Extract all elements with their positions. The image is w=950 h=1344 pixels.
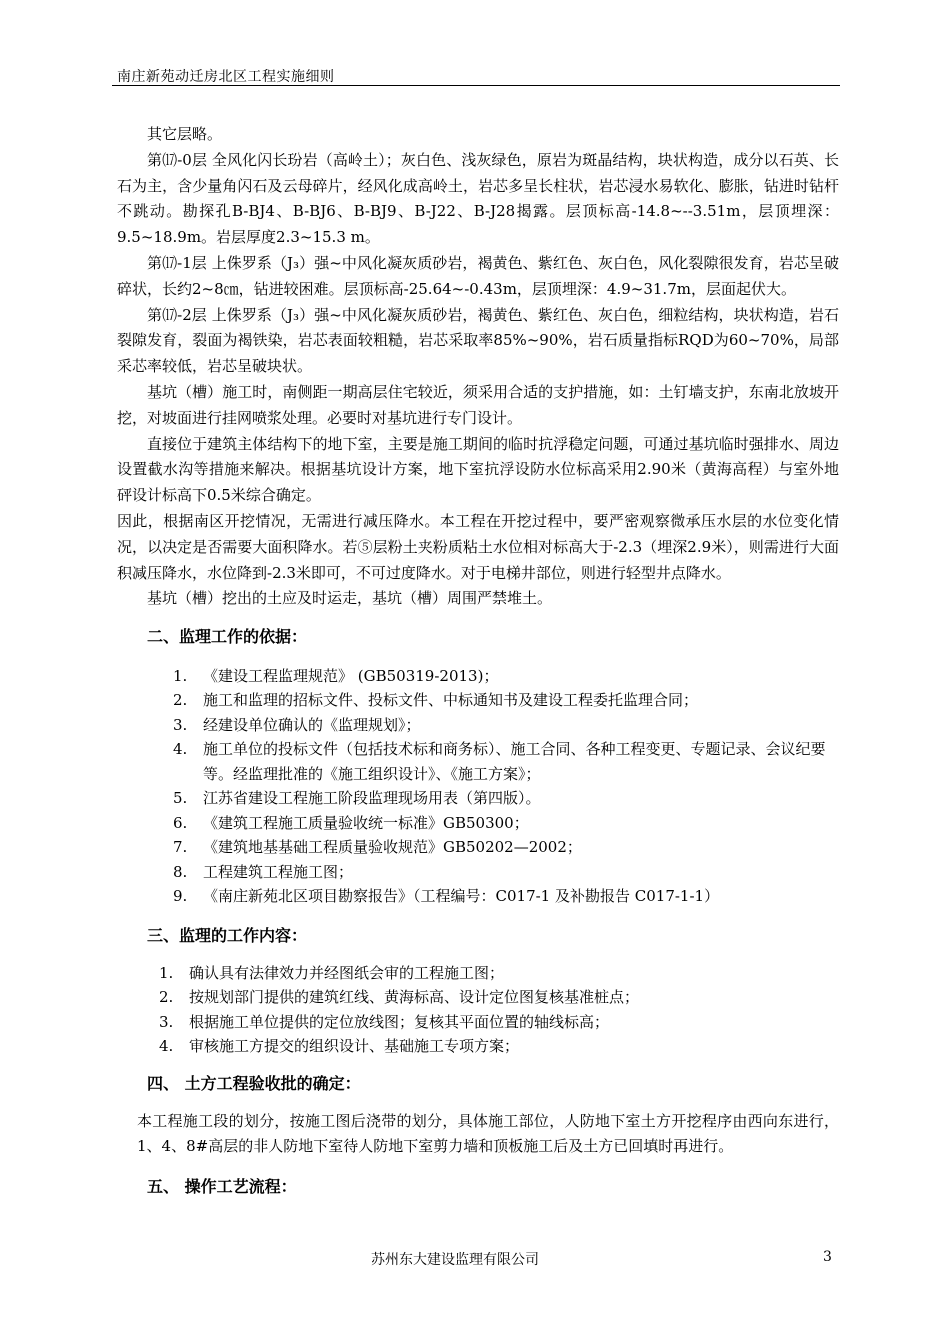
header-rule — [112, 85, 840, 86]
section-3-heading: 三、监理的工作内容： — [147, 925, 308, 945]
list-item: 6. 《建筑工程施工质量验收统一标准》GB50300； — [173, 813, 529, 832]
list-item: 8. 工程建筑工程施工图； — [173, 862, 354, 881]
work-content-list — [117, 961, 839, 1059]
section-4-heading: 四、 土方工程验收批的确定： — [147, 1073, 361, 1093]
paragraph-soil-removal: 基坑（槽）挖出的土应及时运走，基坑（槽）周围严禁堆土。 — [147, 589, 553, 608]
page-header-title: 南庄新苑动迁房北区工程实施细则 — [117, 69, 335, 85]
document-body — [117, 122, 839, 1200]
list-item: 9. 《南庄新苑北区项目勘察报告》（工程编号：C017-1 及补勘报告 C017-1-1） — [173, 887, 720, 906]
paragraph-foundation-pit: 基坑（槽）施工时，南侧距一期高层住宅较近，须采用合适的支护措施，如：土钉墙支护，东南北放坡开挖，对坡面进行挂网喷浆处理。必要时对基坑进行专门设计。 — [117, 382, 839, 427]
list-item: 4. 审核施工方提交的组织设计、基础施工专项方案； — [159, 1037, 520, 1056]
section-2-heading: 二、监理工作的依据： — [147, 627, 308, 647]
list-item: 2. 按规划部门提供的建筑红线、黄海标高、设计定位图复核基准桩点； — [159, 988, 640, 1007]
list-item: 4. 施工单位的投标文件（包括技术标和商务标）、施工合同、各种工程变更、专题记录、会议纪要等。经监理批准的《施工组织设计》、《施工方案》； — [173, 740, 826, 783]
list-item: 5. 江苏省建设工程施工阶段监理现场用表（第四版）。 — [173, 789, 541, 808]
paragraph-layer-17-1: 第⒄-1层 上侏罗系（J₃）强~中风化凝灰质砂岩，褐黄色、紫红色、灰白色，风化裂隙很发育，岩芯呈破碎状，长约2~8㎝，钻进较困难。层顶标高-25.64~-0.43m，层顶埋深：4.9~31.7m，层面起伏大。 — [117, 253, 839, 298]
list-item: 1. 确认具有法律效力并经图纸会审的工程施工图； — [159, 963, 505, 982]
paragraph-layer-17-0: 第⒄-0层 全风化闪长玢岩（高岭土）；灰白色、浅灰绿色，原岩为斑晶结构，块状构造，成分以石英、长石为主，含少量角闪石及云母碎片，经风化成高岭土，岩芯多呈长柱状，岩芯浸水易软化、膨胀，钻进时钻杆不跳动。勘探孔B-BJ4、B-BJ6、B-BJ9、B-J22、B-J28揭露。层顶标高-14.8~--3.51m，层顶埋深：9.5~18.9m。岩层厚度2.3~15.3 m。 — [117, 150, 839, 247]
list-item: 1. 《建设工程监理规范》 (GB50319-2013)； — [173, 666, 499, 685]
section-5-heading: 五、 操作工艺流程： — [147, 1177, 297, 1197]
list-item: 3. 经建设单位确认的《监理规划》； — [173, 715, 421, 734]
paragraph-layer-17-2: 第⒄-2层 上侏罗系（J₃）强~中风化凝灰质砂岩，褐黄色、紫红色、灰白色，细粒结构，块状构造，岩石裂隙发育，裂面为褐铁染，岩芯表面较粗糙，岩芯采取率85%~90%，岩石质量指标RQD为60~70%，局部采芯率较低，岩芯呈破块状。 — [117, 305, 839, 376]
list-item: 7. 《建筑地基基础工程质量验收规范》GB50202—2002； — [173, 838, 582, 857]
section-4-paragraph: 本工程施工段的划分，按施工图后浇带的划分，具体施工部位，人防地下室土方开挖程序由西向东进行，1、4、8#高层的非人防地下室待人防地下室剪力墙和顶板施工后及土方已回填时再进行。 — [137, 1111, 839, 1156]
page-number: 3 — [823, 1249, 832, 1265]
list-item: 2. 施工和监理的招标文件、投标文件、中标通知书及建设工程委托监理合同； — [173, 691, 699, 710]
basis-list — [117, 664, 839, 909]
paragraph-dewatering: 因此，根据南区开挖情况，无需进行减压降水。本工程在开挖过程中，要严密观察微承压水层的水位变化情况，以决定是否需要大面积降水。若⑤层粉土夹粉质粘土水位相对标高大于-2.3（埋深2.9米），则需进行大面积减压降水，水位降到-2.3米即可，不可过度降水。对于电梯井部位，则进行轻型井点降水。 — [117, 511, 839, 582]
list-item: 3. 根据施工单位提供的定位放线图；复核其平面位置的轴线标高； — [159, 1012, 610, 1031]
paragraph-basement-buoyancy: 直接位于建筑主体结构下的地下室，主要是施工期间的临时抗浮稳定问题，可通过基坑临时强排水、周边设置截水沟等措施来解决。根据基坑设计方案，地下室抗浮设防水位标高采用2.90米（黄海高程）与室外地砰设计标高下0.5米综合确定。 — [117, 434, 839, 505]
footer-company: 苏州东大建设监理有限公司 — [371, 1252, 539, 1268]
paragraph-other-layers: 其它层略。 — [147, 125, 223, 143]
